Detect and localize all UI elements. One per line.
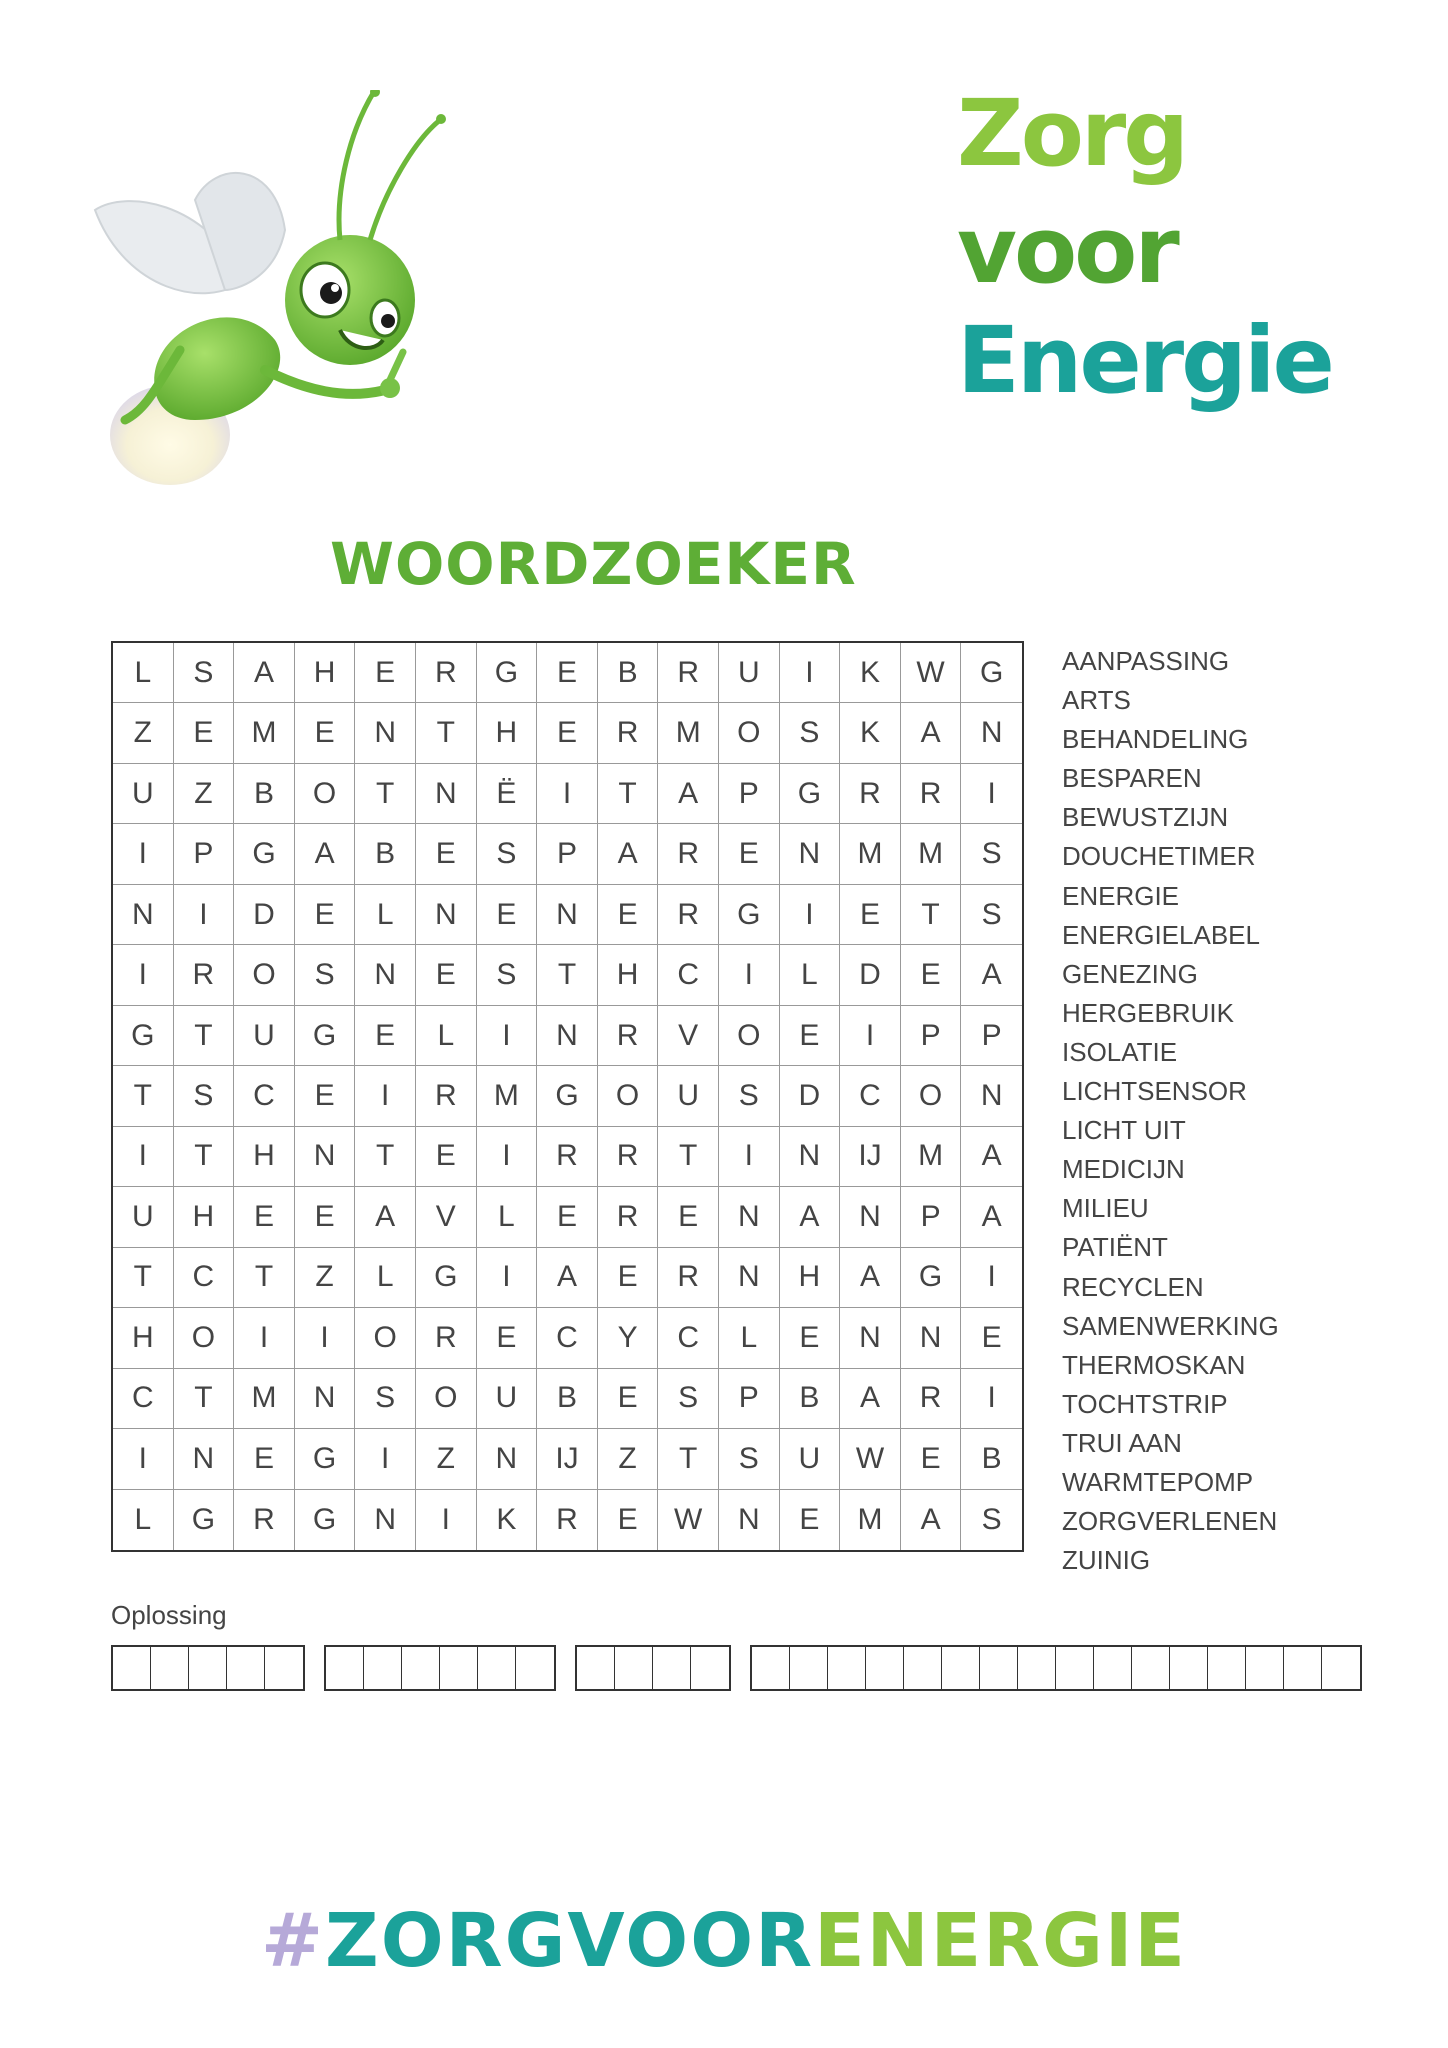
grid-cell[interactable]: E bbox=[780, 1308, 841, 1368]
grid-cell[interactable]: O bbox=[355, 1308, 416, 1368]
hashtag-part-energie: ENERGIE bbox=[814, 1898, 1187, 1984]
grid-cell[interactable]: M bbox=[477, 1066, 538, 1126]
grid-cell[interactable]: I bbox=[477, 1006, 538, 1066]
grid-cell[interactable]: T bbox=[658, 1429, 719, 1489]
grid-cell[interactable]: T bbox=[234, 1248, 295, 1308]
grid-cell[interactable]: G bbox=[234, 824, 295, 884]
word-list-item: ENERGIE bbox=[1062, 880, 1180, 911]
grid-cell[interactable]: G bbox=[961, 643, 1022, 703]
grid-cell[interactable]: I bbox=[719, 1127, 780, 1187]
grid-cell[interactable]: T bbox=[537, 945, 598, 1005]
grid-cell[interactable]: G bbox=[780, 764, 841, 824]
grid-cell[interactable]: N bbox=[416, 764, 477, 824]
grid-cell[interactable]: R bbox=[598, 1127, 659, 1187]
grid-cell[interactable]: I bbox=[113, 945, 174, 1005]
grid-cell[interactable]: C bbox=[174, 1248, 235, 1308]
hashtag-sign: # bbox=[261, 1898, 326, 1984]
grid-cell[interactable]: E bbox=[961, 1308, 1022, 1368]
grid-cell[interactable]: N bbox=[295, 1127, 356, 1187]
grid-cell[interactable]: A bbox=[961, 1187, 1022, 1247]
grid-cell[interactable]: G bbox=[537, 1066, 598, 1126]
grid-cell[interactable]: N bbox=[780, 824, 841, 884]
grid-cell[interactable]: N bbox=[537, 885, 598, 945]
grid-cell[interactable]: M bbox=[901, 1127, 962, 1187]
grid-cell[interactable]: IJ bbox=[537, 1429, 598, 1489]
grid-cell[interactable]: O bbox=[719, 703, 780, 763]
grid-cell[interactable]: E bbox=[537, 643, 598, 703]
grid-cell[interactable]: I bbox=[840, 1006, 901, 1066]
grid-cell[interactable]: S bbox=[295, 945, 356, 1005]
solution-word-group bbox=[324, 1645, 556, 1691]
solution-letter-box[interactable] bbox=[402, 1647, 440, 1689]
grid-cell[interactable]: B bbox=[598, 643, 659, 703]
grid-cell[interactable]: O bbox=[719, 1006, 780, 1066]
solution-letter-box[interactable] bbox=[1322, 1647, 1360, 1689]
word-list-item: TRUI AAN bbox=[1062, 1427, 1182, 1458]
grid-cell[interactable]: N bbox=[901, 1308, 962, 1368]
solution-letter-box[interactable] bbox=[1246, 1647, 1284, 1689]
grid-cell[interactable]: E bbox=[719, 824, 780, 884]
solution-letter-box[interactable] bbox=[866, 1647, 904, 1689]
grid-cell[interactable]: A bbox=[901, 1490, 962, 1550]
grid-cell[interactable]: H bbox=[295, 643, 356, 703]
grid-cell[interactable]: Z bbox=[113, 703, 174, 763]
grid-cell[interactable]: G bbox=[477, 643, 538, 703]
grid-cell[interactable]: N bbox=[780, 1127, 841, 1187]
grid-cell[interactable]: N bbox=[355, 703, 416, 763]
grid-cell[interactable]: O bbox=[295, 764, 356, 824]
grid-cell[interactable]: S bbox=[961, 824, 1022, 884]
grid-cell[interactable]: I bbox=[961, 764, 1022, 824]
grid-cell[interactable]: N bbox=[961, 703, 1022, 763]
grid-cell[interactable]: L bbox=[416, 1006, 477, 1066]
grid-cell[interactable]: L bbox=[355, 885, 416, 945]
grid-cell[interactable]: E bbox=[234, 1187, 295, 1247]
word-list-item: GENEZING bbox=[1062, 958, 1198, 989]
solution-letter-box[interactable] bbox=[364, 1647, 402, 1689]
grid-cell[interactable]: P bbox=[174, 824, 235, 884]
solution-letter-box[interactable] bbox=[1284, 1647, 1322, 1689]
grid-cell[interactable]: H bbox=[477, 703, 538, 763]
grid-cell[interactable]: L bbox=[113, 643, 174, 703]
grid-cell[interactable]: G bbox=[295, 1429, 356, 1489]
grid-cell[interactable]: I bbox=[113, 1127, 174, 1187]
word-list-item: HERGEBRUIK bbox=[1062, 997, 1234, 1028]
grid-cell[interactable]: H bbox=[780, 1248, 841, 1308]
grid-cell[interactable]: S bbox=[981, 1502, 1002, 1536]
grid-cell[interactable]: L bbox=[780, 945, 841, 1005]
grid-cell[interactable]: N bbox=[355, 1490, 416, 1550]
grid-cell[interactable]: N bbox=[719, 1490, 780, 1550]
grid-cell[interactable]: R bbox=[537, 1127, 598, 1187]
grid-cell[interactable]: A bbox=[961, 1127, 1022, 1187]
grid-cell[interactable]: C bbox=[537, 1308, 598, 1368]
grid-cell[interactable]: N bbox=[355, 945, 416, 1005]
grid-cell[interactable]: T bbox=[113, 1248, 174, 1308]
grid-cell[interactable]: O bbox=[416, 1369, 477, 1429]
grid-cell[interactable]: IJ bbox=[840, 1127, 901, 1187]
grid-cell[interactable]: S bbox=[477, 824, 538, 884]
grid-cell[interactable]: Y bbox=[598, 1308, 659, 1368]
word-list-item: BESPAREN bbox=[1062, 763, 1202, 794]
grid-cell[interactable]: N bbox=[840, 1308, 901, 1368]
grid-cell[interactable]: G bbox=[901, 1248, 962, 1308]
grid-cell[interactable]: R bbox=[840, 764, 901, 824]
grid-cell[interactable]: G bbox=[719, 885, 780, 945]
grid-cell[interactable]: R bbox=[598, 1187, 659, 1247]
grid-cell[interactable]: G bbox=[113, 1006, 174, 1066]
solution-word-group bbox=[750, 1645, 1362, 1691]
grid-cell[interactable]: I bbox=[537, 764, 598, 824]
solution-letter-box[interactable] bbox=[752, 1647, 790, 1689]
grid-cell[interactable]: R bbox=[901, 1369, 962, 1429]
word-list-item: ISOLATIE bbox=[1062, 1036, 1178, 1067]
grid-cell[interactable]: E bbox=[355, 643, 416, 703]
grid-cell[interactable]: K bbox=[477, 1490, 538, 1550]
grid-cell[interactable]: W bbox=[901, 643, 962, 703]
solution-letter-box[interactable] bbox=[615, 1647, 653, 1689]
grid-cell[interactable]: S bbox=[719, 1066, 780, 1126]
grid-cell[interactable]: B bbox=[234, 764, 295, 824]
word-list-item: ARTS bbox=[1062, 685, 1131, 716]
grid-cell[interactable]: U bbox=[719, 643, 780, 703]
grid-cell[interactable]: A bbox=[840, 1369, 901, 1429]
word-list-item: TOCHTSTRIP bbox=[1062, 1388, 1228, 1419]
grid-cell[interactable]: M bbox=[234, 703, 295, 763]
solution-letter-box[interactable] bbox=[516, 1647, 554, 1689]
grid-cell[interactable]: T bbox=[174, 1127, 235, 1187]
grid-cell[interactable]: E bbox=[598, 1369, 659, 1429]
grid-cell[interactable]: A bbox=[537, 1248, 598, 1308]
grid-cell[interactable]: R bbox=[901, 764, 962, 824]
grid-cell[interactable]: A bbox=[901, 703, 962, 763]
grid-cell[interactable]: L bbox=[113, 1490, 174, 1550]
grid-cell[interactable]: E bbox=[658, 1187, 719, 1247]
solution-letter-box[interactable] bbox=[653, 1647, 691, 1689]
word-list-item: DOUCHETIMER bbox=[1062, 841, 1256, 872]
grid-cell[interactable]: G bbox=[295, 1490, 356, 1550]
grid-cell[interactable]: E bbox=[416, 1127, 477, 1187]
grid-cell[interactable]: E bbox=[416, 945, 477, 1005]
grid-cell[interactable]: L bbox=[355, 1248, 416, 1308]
grid-cell[interactable]: U bbox=[234, 1006, 295, 1066]
grid-cell[interactable]: B bbox=[537, 1369, 598, 1429]
grid-cell[interactable]: M bbox=[234, 1369, 295, 1429]
solution-letter-box[interactable] bbox=[1132, 1647, 1170, 1689]
puzzle-heading: WOORDZOEKER bbox=[330, 530, 857, 598]
grid-cell[interactable]: I bbox=[961, 1369, 1022, 1429]
grid-cell[interactable]: O bbox=[901, 1066, 962, 1126]
word-search-grid[interactable] bbox=[111, 641, 1024, 1552]
grid-cell[interactable]: N bbox=[840, 1187, 901, 1247]
word-list bbox=[1062, 642, 1279, 1580]
grid-cell[interactable]: V bbox=[658, 1006, 719, 1066]
word-list-item: ENERGIELABEL bbox=[1062, 919, 1260, 950]
grid-cell[interactable]: I bbox=[477, 1248, 538, 1308]
grid-cell[interactable]: R bbox=[658, 1248, 719, 1308]
grid-cell[interactable]: G bbox=[174, 1490, 235, 1550]
grid-cell[interactable]: E bbox=[537, 703, 598, 763]
grid-cell[interactable]: B bbox=[961, 1429, 1022, 1489]
word-list-item: WARMTEPOMP bbox=[1062, 1466, 1254, 1497]
grid-cell[interactable]: Ë bbox=[477, 764, 538, 824]
grid-cell[interactable]: E bbox=[174, 703, 235, 763]
grid-cell[interactable]: S bbox=[174, 643, 235, 703]
grid-cell[interactable]: I bbox=[174, 885, 235, 945]
grid-cell[interactable]: M bbox=[901, 824, 962, 884]
grid-cell[interactable]: I bbox=[780, 643, 841, 703]
grid-cell[interactable]: H bbox=[598, 945, 659, 1005]
grid-cell[interactable]: E bbox=[901, 1429, 962, 1489]
grid-cell[interactable]: N bbox=[477, 1429, 538, 1489]
grid-cell[interactable]: W bbox=[840, 1429, 901, 1489]
word-list-item: MEDICIJN bbox=[1062, 1154, 1185, 1185]
grid-cell[interactable]: V bbox=[416, 1187, 477, 1247]
solution-letter-box[interactable] bbox=[227, 1647, 265, 1689]
grid-cell[interactable]: A bbox=[295, 824, 356, 884]
grid-cell[interactable]: I bbox=[416, 1490, 477, 1550]
grid-cell[interactable]: I bbox=[477, 1127, 538, 1187]
solution-letter-box[interactable] bbox=[691, 1647, 729, 1689]
grid-cell[interactable]: I bbox=[780, 885, 841, 945]
hashtag-part-zorgvoor: ZORGVOOR bbox=[325, 1898, 815, 1984]
grid-cell[interactable]: O bbox=[234, 945, 295, 1005]
grid-cell[interactable]: R bbox=[234, 1490, 295, 1550]
grid-cell[interactable]: E bbox=[840, 885, 901, 945]
grid-cell[interactable]: B bbox=[780, 1369, 841, 1429]
grid-cell[interactable]: T bbox=[416, 703, 477, 763]
grid-cell[interactable]: T bbox=[355, 764, 416, 824]
grid-cell[interactable]: Z bbox=[598, 1429, 659, 1489]
grid-cell[interactable]: P bbox=[719, 1369, 780, 1429]
grid-cell[interactable]: P bbox=[719, 764, 780, 824]
grid-cell[interactable]: D bbox=[780, 1066, 841, 1126]
word-list-item: SAMENWERKING bbox=[1062, 1310, 1279, 1341]
grid-cell[interactable]: H bbox=[174, 1187, 235, 1247]
grid-cell[interactable]: E bbox=[598, 1490, 659, 1550]
grid-cell[interactable]: E bbox=[780, 1490, 841, 1550]
grid-cell[interactable]: E bbox=[416, 824, 477, 884]
word-list-item: MILIEU bbox=[1062, 1193, 1149, 1224]
word-list-item: ZUINIG bbox=[1062, 1545, 1151, 1576]
grid-cell[interactable]: I bbox=[961, 1248, 1022, 1308]
word-list-item: BEHANDELING bbox=[1062, 724, 1249, 755]
solution-letter-box[interactable] bbox=[1056, 1647, 1094, 1689]
word-list-item: BEWUSTZIJN bbox=[1062, 802, 1229, 833]
grid-cell[interactable]: I bbox=[234, 1308, 295, 1368]
hashtag-footer bbox=[0, 1898, 1448, 1984]
grid-cell[interactable]: K bbox=[840, 643, 901, 703]
grid-cell[interactable]: E bbox=[355, 1006, 416, 1066]
grid-cell[interactable]: T bbox=[598, 764, 659, 824]
grid-cell[interactable]: H bbox=[234, 1127, 295, 1187]
grid-cell[interactable]: S bbox=[658, 1369, 719, 1429]
title-line-voor: voor bbox=[957, 197, 1177, 304]
grid-cell[interactable]: C bbox=[840, 1066, 901, 1126]
word-list-item: ZORGVERLENEN bbox=[1062, 1506, 1278, 1537]
grid-cell[interactable]: M bbox=[658, 703, 719, 763]
grid-cell[interactable]: N bbox=[961, 1066, 1022, 1126]
word-list-item: PATIËNT bbox=[1062, 1232, 1168, 1263]
grid-cell[interactable]: Z bbox=[416, 1429, 477, 1489]
grid-cell[interactable]: T bbox=[113, 1066, 174, 1126]
word-list-item: THERMOSKAN bbox=[1062, 1349, 1246, 1380]
grid-cell[interactable]: E bbox=[295, 703, 356, 763]
grid-cell[interactable]: P bbox=[961, 1006, 1022, 1066]
grid-cell[interactable]: O bbox=[174, 1308, 235, 1368]
grid-cell[interactable]: C bbox=[113, 1369, 174, 1429]
solution-label: Oplossing bbox=[111, 1600, 227, 1630]
solution-letter-box[interactable] bbox=[1208, 1647, 1246, 1689]
grid-cell[interactable]: S bbox=[355, 1369, 416, 1429]
firefly-mascot-icon bbox=[85, 90, 485, 510]
solution-letter-box[interactable] bbox=[113, 1647, 151, 1689]
word-list-item: LICHT UIT bbox=[1062, 1115, 1186, 1146]
grid-cell[interactable]: G bbox=[295, 1006, 356, 1066]
grid-cell[interactable]: A bbox=[961, 945, 1022, 1005]
grid-cell[interactable]: L bbox=[719, 1308, 780, 1368]
solution-letter-box[interactable] bbox=[265, 1647, 303, 1689]
grid-cell[interactable]: C bbox=[234, 1066, 295, 1126]
word-list-item: LICHTSENSOR bbox=[1062, 1076, 1247, 1107]
grid-cell[interactable]: M bbox=[840, 1490, 901, 1550]
grid-cell[interactable]: E bbox=[537, 1187, 598, 1247]
grid-cell[interactable]: N bbox=[537, 1006, 598, 1066]
solution-letter-box[interactable] bbox=[1170, 1647, 1208, 1689]
grid-cell[interactable]: I bbox=[113, 824, 174, 884]
grid-cell[interactable]: R bbox=[598, 1006, 659, 1066]
solution-letter-box[interactable] bbox=[828, 1647, 866, 1689]
grid-cell[interactable]: R bbox=[658, 885, 719, 945]
grid-cell[interactable]: I bbox=[355, 1066, 416, 1126]
grid-cell[interactable]: S bbox=[174, 1066, 235, 1126]
solution-letter-box[interactable] bbox=[790, 1647, 828, 1689]
solution-letter-box[interactable] bbox=[326, 1647, 364, 1689]
grid-cell[interactable]: P bbox=[537, 824, 598, 884]
grid-cell[interactable]: N bbox=[719, 1187, 780, 1247]
grid-cell[interactable]: A bbox=[840, 1248, 901, 1308]
grid-cell[interactable]: M bbox=[840, 824, 901, 884]
solution-letter-box[interactable] bbox=[151, 1647, 189, 1689]
grid-cell[interactable]: K bbox=[840, 703, 901, 763]
solution-letter-box[interactable] bbox=[904, 1647, 942, 1689]
grid-cell[interactable]: T bbox=[355, 1127, 416, 1187]
grid-cell[interactable]: L bbox=[477, 1187, 538, 1247]
grid-cell[interactable]: I bbox=[719, 945, 780, 1005]
grid-cell[interactable]: C bbox=[658, 1308, 719, 1368]
solution-letter-box[interactable] bbox=[189, 1647, 227, 1689]
grid-cell[interactable]: R bbox=[537, 1490, 598, 1550]
grid-cell[interactable]: T bbox=[901, 885, 962, 945]
grid-cell[interactable]: Z bbox=[174, 764, 235, 824]
grid-cell[interactable]: N bbox=[295, 1369, 356, 1429]
grid-cell[interactable]: S bbox=[961, 885, 1022, 945]
grid-cell[interactable]: U bbox=[780, 1429, 841, 1489]
grid-cell[interactable]: R bbox=[416, 1066, 477, 1126]
grid-cell[interactable]: I bbox=[295, 1308, 356, 1368]
solution-letter-box[interactable] bbox=[1094, 1647, 1132, 1689]
grid-cell[interactable]: I bbox=[355, 1429, 416, 1489]
grid-cell[interactable]: A bbox=[780, 1187, 841, 1247]
solution-letter-box[interactable] bbox=[942, 1647, 980, 1689]
grid-cell[interactable]: R bbox=[598, 703, 659, 763]
grid-cell[interactable]: C bbox=[658, 945, 719, 1005]
grid-cell[interactable]: P bbox=[901, 1187, 962, 1247]
solution-letter-box[interactable] bbox=[440, 1647, 478, 1689]
grid-cell[interactable]: S bbox=[719, 1429, 780, 1489]
grid-cell[interactable]: E bbox=[780, 1006, 841, 1066]
grid-cell[interactable]: U bbox=[658, 1066, 719, 1126]
grid-cell[interactable]: Z bbox=[295, 1248, 356, 1308]
grid-cell[interactable]: E bbox=[295, 1187, 356, 1247]
grid-cell[interactable]: T bbox=[174, 1006, 235, 1066]
grid-cell[interactable]: D bbox=[840, 945, 901, 1005]
grid-cell[interactable]: S bbox=[780, 703, 841, 763]
word-list-item: RECYCLEN bbox=[1062, 1271, 1204, 1302]
grid-cell[interactable]: G bbox=[416, 1248, 477, 1308]
grid-cell[interactable]: E bbox=[295, 885, 356, 945]
grid-cell[interactable]: E bbox=[477, 885, 538, 945]
grid-cell[interactable]: N bbox=[416, 885, 477, 945]
grid-cell[interactable]: B bbox=[355, 824, 416, 884]
grid-cell[interactable]: T bbox=[658, 1127, 719, 1187]
grid-cell[interactable]: U bbox=[113, 764, 174, 824]
solution-letter-box[interactable] bbox=[1018, 1647, 1056, 1689]
grid-cell[interactable]: T bbox=[174, 1369, 235, 1429]
grid-cell[interactable]: A bbox=[234, 643, 295, 703]
grid-cell[interactable]: E bbox=[598, 885, 659, 945]
title-line-zorg: Zorg bbox=[957, 80, 1187, 187]
grid-cell[interactable]: R bbox=[658, 824, 719, 884]
grid-cell[interactable]: D bbox=[234, 885, 295, 945]
grid-cell[interactable]: E bbox=[477, 1308, 538, 1368]
grid-cell[interactable]: P bbox=[901, 1006, 962, 1066]
grid-cell[interactable]: E bbox=[598, 1248, 659, 1308]
grid-cell[interactable]: E bbox=[295, 1066, 356, 1126]
grid-cell[interactable]: E bbox=[234, 1429, 295, 1489]
grid-cell[interactable]: A bbox=[658, 764, 719, 824]
solution-letter-box[interactable] bbox=[577, 1647, 615, 1689]
grid-cell[interactable]: S bbox=[477, 945, 538, 1005]
grid-cell[interactable]: A bbox=[598, 824, 659, 884]
grid-cell[interactable]: U bbox=[477, 1369, 538, 1429]
grid-cell[interactable]: R bbox=[416, 643, 477, 703]
grid-cell[interactable]: R bbox=[174, 945, 235, 1005]
title-line-energie: Energie bbox=[957, 307, 1332, 414]
grid-cell[interactable]: R bbox=[416, 1308, 477, 1368]
grid-cell[interactable]: H bbox=[113, 1308, 174, 1368]
word-list-item: AANPASSING bbox=[1062, 646, 1230, 676]
solution-word-group bbox=[575, 1645, 731, 1691]
grid-cell[interactable]: U bbox=[113, 1187, 174, 1247]
grid-cell[interactable]: R bbox=[658, 643, 719, 703]
solution-word-group bbox=[111, 1645, 305, 1691]
solution-letter-box[interactable] bbox=[980, 1647, 1018, 1689]
solution-letter-box[interactable] bbox=[478, 1647, 516, 1689]
grid-cell[interactable]: I bbox=[113, 1429, 174, 1489]
grid-cell[interactable]: E bbox=[901, 945, 962, 1005]
grid-cell[interactable]: O bbox=[598, 1066, 659, 1126]
grid-cell[interactable]: N bbox=[113, 885, 174, 945]
grid-cell[interactable]: W bbox=[658, 1490, 719, 1550]
grid-cell[interactable]: N bbox=[719, 1248, 780, 1308]
grid-cell[interactable]: A bbox=[355, 1187, 416, 1247]
grid-cell[interactable]: N bbox=[174, 1429, 235, 1489]
